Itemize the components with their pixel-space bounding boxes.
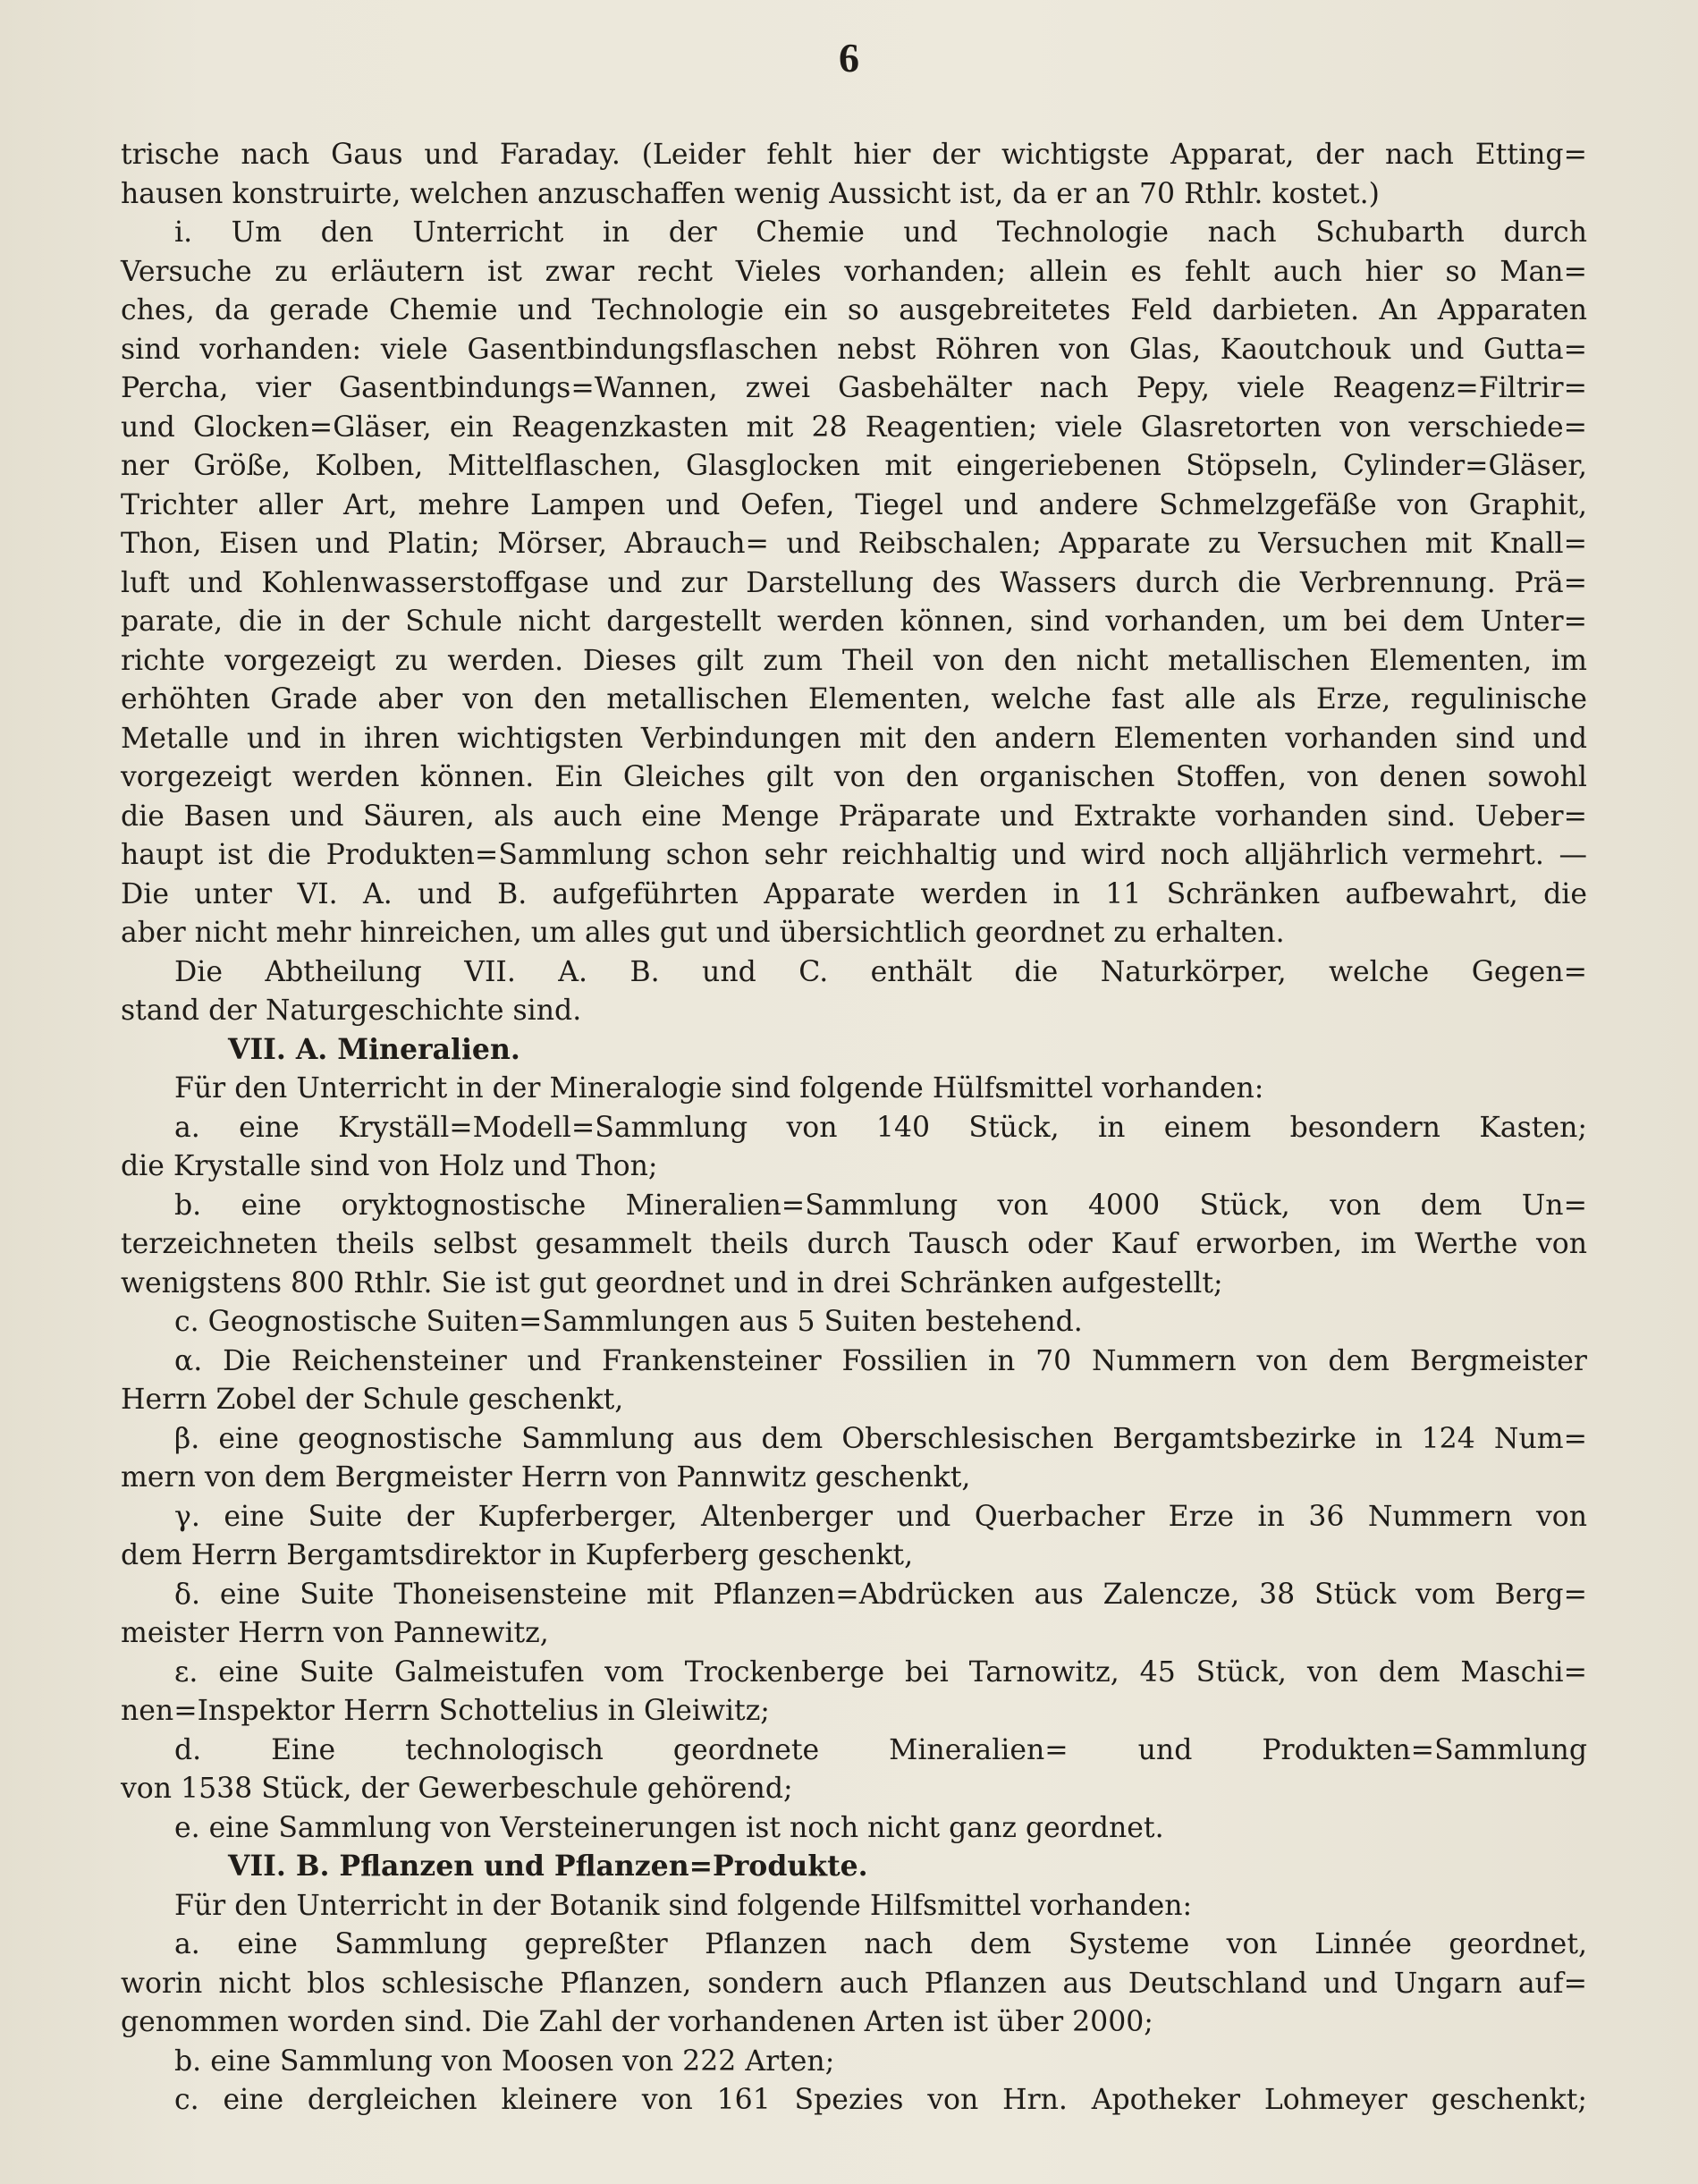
text-line: γ. eine Suite der Kupferberger, Altenberger und Querbacher Erze in 36 Nummern von xyxy=(174,1500,1587,1533)
text-line: δ. eine Suite Thoneisensteine mit Pflanzen=Abdrücken aus Zalencze, 38 Stück vom Berg= xyxy=(174,1578,1587,1611)
text-line: b. eine Sammlung von Moosen von 222 Arten; xyxy=(174,2044,835,2078)
text-line: Thon, Eisen und Platin; Mörser, Abrauch= und Reibschalen; Apparate zu Versuchen mit Knall= xyxy=(121,528,1587,560)
text-line: a. eine Sammlung gepreßter Pflanzen nach dem Systeme von Linnée geordnet, xyxy=(174,1928,1587,1960)
text-line: Trichter aller Art, mehre Lampen und Oefen, Tiegel und andere Schmelzgefäße von Graphit, xyxy=(121,488,1587,521)
text-line: ches, da gerade Chemie und Technologie ein so ausgebreitetes Feld darbieten. An Apparaten xyxy=(121,294,1587,326)
text-line: die Krystalle sind von Holz und Thon; xyxy=(121,1150,658,1182)
text-line: Für den Unterricht in der Botanik sind folgende Hilfsmittel vorhanden: xyxy=(174,1889,1193,1922)
text-line: nen=Inspektor Herrn Schottelius in Gleiwitz; xyxy=(121,1695,770,1727)
text-line: meister Herrn von Pannewitz, xyxy=(121,1617,549,1649)
body-text xyxy=(121,136,1587,2121)
text-line: α. Die Reichensteiner und Frankensteiner Fossilien in 70 Nummern von dem Bergmeister xyxy=(174,1344,1587,1377)
text-line: ε. eine Suite Galmeistufen vom Trockenberge bei Tarnowitz, 45 Stück, von dem Maschi= xyxy=(174,1655,1587,1689)
section-heading: VII. B. Pflanzen und Pflanzen=Produkte. xyxy=(228,1850,868,1883)
text-line: worin nicht blos schlesische Pflanzen, sondern auch Pflanzen aus Deutschland und Ungarn auf= xyxy=(121,1967,1587,2000)
text-line: Herrn Zobel der Schule geschenkt, xyxy=(121,1384,624,1416)
text-line: ner Größe, Kolben, Mittelflaschen, Glasglocken mit eingeriebenen Stöpseln, Cylinder=Gläser, xyxy=(121,450,1587,482)
text-line: luft und Kohlenwasserstoffgase und zur Darstellung des Wassers durch die Verbrennung. Prä= xyxy=(121,566,1587,599)
text-line: parate, die in der Schule nicht dargestellt werden können, sind vorhanden, um bei dem Unter= xyxy=(121,605,1587,638)
text-line: haupt ist die Produkten=Sammlung schon sehr reichhaltig und wird noch alljährlich vermehrt. — xyxy=(121,839,1587,871)
text-line: vorgezeigt werden können. Ein Gleiches gilt von den organischen Stoffen, von denen sowohl xyxy=(121,761,1587,793)
text-line: Metalle und in ihren wichtigsten Verbindungen mit den andern Elementen vorhanden sind und xyxy=(121,722,1587,755)
text-line: β. eine geognostische Sammlung aus dem Oberschlesischen Bergamtsbezirke in 124 Num= xyxy=(174,1422,1587,1455)
text-line: c. Geognostische Suiten=Sammlungen aus 5 Suiten bestehend. xyxy=(174,1306,1083,1338)
text-line: erhöhten Grade aber von den metallischen Elementen, welche fast alle als Erze, regulinische xyxy=(121,683,1587,715)
text-line: Die Abtheilung VII. A. B. und C. enthält die Naturkörper, welche Gegen= xyxy=(174,955,1587,988)
text-line: richte vorgezeigt zu werden. Dieses gilt zum Theil von den nicht metallischen Elementen, im xyxy=(121,644,1587,677)
text-line: c. eine dergleichen kleinere von 161 Spezies von Hrn. Apotheker Lohmeyer geschenkt; xyxy=(174,2084,1587,2116)
text-line: mern von dem Bergmeister Herrn von Pannwitz geschenkt, xyxy=(121,1461,971,1494)
text-line: a. eine Kryställ=Modell=Sammlung von 140 Stück, in einem besondern Kasten; xyxy=(174,1111,1587,1144)
text-line: stand der Naturgeschichte sind. xyxy=(121,995,582,1027)
text-line: und Glocken=Gläser, ein Reagenzkasten mit 28 Reagentien; viele Glasretorten von verschiede= xyxy=(121,411,1587,444)
page-number: 6 xyxy=(839,35,859,80)
text-line: wenigstens 800 Rthlr. Sie ist gut geordnet und in drei Schränken aufgestellt; xyxy=(121,1266,1223,1299)
text-line: genommen worden sind. Die Zahl der vorhandenen Arten ist über 2000; xyxy=(121,2006,1153,2038)
text-line: Percha, vier Gasentbindungs=Wannen, zwei Gasbehälter nach Pepy, viele Reagenz=Filtrir= xyxy=(121,372,1587,404)
text-line: terzeichneten theils selbst gesammelt theils durch Tausch oder Kauf erworben, im Werthe von xyxy=(121,1228,1587,1260)
section-heading: VII. A. Mineralien. xyxy=(228,1032,520,1066)
text-line: Versuche zu erläutern ist zwar recht Vieles vorhanden; allein es fehlt auch hier so Man= xyxy=(121,255,1587,288)
text-line: die Basen und Säuren, als auch eine Menge Präparate und Extrakte vorhanden sind. Ueber= xyxy=(121,800,1587,833)
text-line: von 1538 Stück, der Gewerbeschule gehörend; xyxy=(121,1773,793,1805)
text-line: Die unter VI. A. und B. aufgeführten Apparate werden in 11 Schränken aufbewahrt, die xyxy=(121,877,1587,910)
text-line: dem Herrn Bergamtsdirektor in Kupferberg geschenkt, xyxy=(121,1539,914,1571)
text-line: b. eine oryktognostische Mineralien=Sammlung von 4000 Stück, von dem Un= xyxy=(174,1189,1587,1222)
text-line: i. Um den Unterricht in der Chemie und Technologie nach Schubarth durch xyxy=(174,216,1587,249)
text-line: Für den Unterricht in der Mineralogie sind folgende Hülfsmittel vorhanden: xyxy=(174,1072,1264,1105)
text-line: trische nach Gaus und Faraday. (Leider fehlt hier der wichtigste Apparat, der nach Etting= xyxy=(121,139,1587,171)
text-line: d. Eine technologisch geordnete Mineralien= und Produkten=Sammlung xyxy=(174,1733,1587,1766)
text-line: hausen konstruirte, welchen anzuschaffen wenig Aussicht ist, da er an 70 Rthlr. kostet.) xyxy=(121,177,1380,210)
text-line: e. eine Sammlung von Versteinerungen ist noch nicht ganz geordnet. xyxy=(174,1811,1164,1844)
text-line: aber nicht mehr hinreichen, um alles gut und übersichtlich geordnet zu erhalten. xyxy=(121,917,1285,949)
text-line: sind vorhanden: viele Gasentbindungsflaschen nebst Röhren von Glas, Kaoutchouk und Gutta= xyxy=(121,333,1587,366)
